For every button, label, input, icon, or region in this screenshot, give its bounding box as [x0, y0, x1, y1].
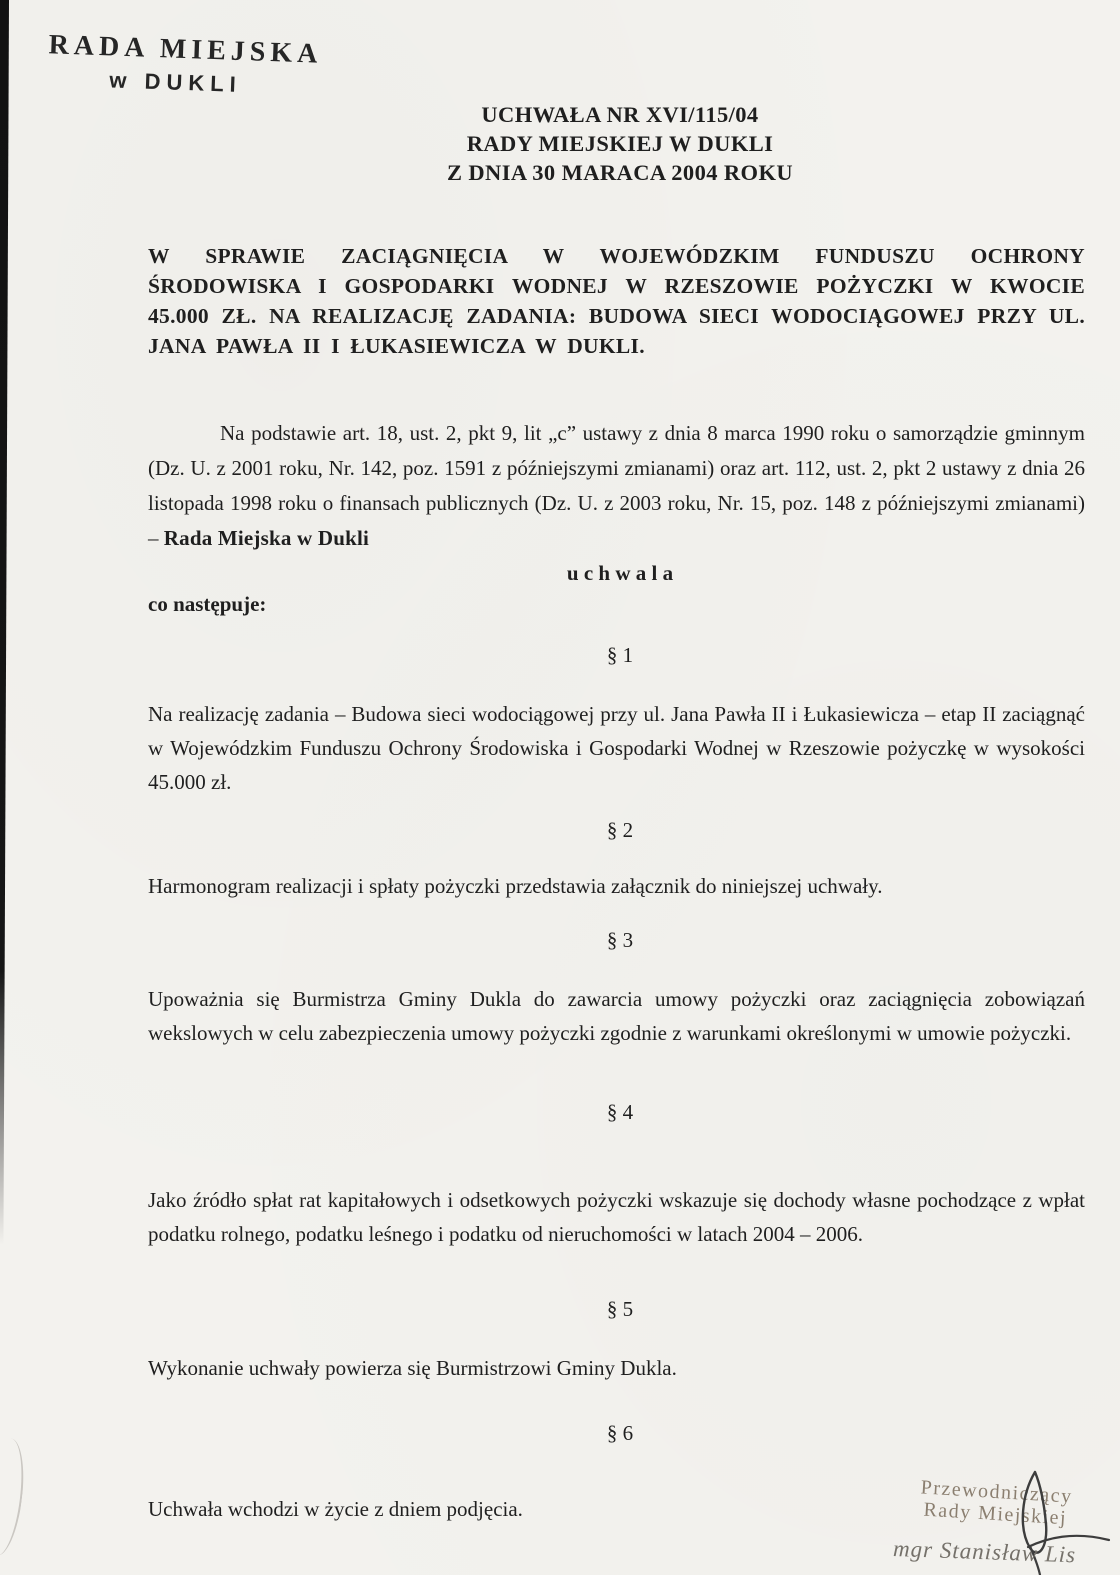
section-4-text: Jako źródło spłat rat kapitałowych i odsetkowych pożyczki wskazuje się dochody własne pochodzące z wpłat podatku rolnego, podatku leśnego i podatku od nieruchomości w latach 2004 – 2006. — [148, 1188, 1085, 1246]
chairman-role-line2: Rady Miejskiej — [922, 1498, 1068, 1530]
section-6-number: § 6 — [606, 1421, 634, 1445]
scan-edge-artifact — [0, 0, 9, 1245]
section-3-number: § 3 — [606, 928, 634, 952]
resolution-title — [160, 100, 1080, 187]
section-3-text: Upoważnia się Burmistrza Gminy Dukla do zawarcia umowy pożyczki oraz zaciągnięcia zobowiązań wekslowych w celu zabezpieczenia umowy pożyczki zgodnie z warunkami określonymi w umowie pożyczki. — [148, 987, 1085, 1045]
enacting-word: u c h w a l a — [566, 561, 674, 585]
chairman-name-stamp: mgr Stanisław Lis — [892, 1535, 1077, 1568]
section-6-text: Uchwała wchodzi w życie z dniem podjęcia. — [148, 1497, 523, 1521]
legal-basis-paragraph — [148, 416, 1085, 556]
legal-basis-text: Na podstawie art. 18, ust. 2, pkt 9, lit „c” ustawy z dnia 8 marca 1990 roku o samorządzie gminnym (Dz. U. z 2001 roku, Nr. 142, poz. 1591 z późniejszymi zmianami) oraz art. 112, ust. 2, pkt 2 ustawy z dnia 26 listopada 1998 roku o finansach publicznych (Dz. U. z 2003 roku, Nr. 15, poz. 148 z późniejszymi zmianami) – — [148, 421, 1085, 550]
section-5-text: Wykonanie uchwały powierza się Burmistrzowi Gminy Dukla. — [148, 1356, 677, 1380]
letterhead-org-name: RADA MIEJSKA — [48, 29, 323, 70]
section-2-number: § 2 — [606, 818, 634, 842]
section-2-text: Harmonogram realizacji i spłaty pożyczki przedstawia załącznik do niniejszej uchwały. — [148, 874, 883, 898]
resolution-subject: W SPRAWIE ZACIĄGNIĘCIA W WOJEWÓDZKIM FUNDUSZU OCHRONY ŚRODOWISKA I GOSPODARKI WODNEJ W RZESZOWIE POŻYCZKI W KWOCIE 45.000 ZŁ. NA REALIZACJĘ ZADANIA: BUDOWA SIECI WODOCIĄGOWEJ PRZY UL. JANA PAWŁA II I ŁUKASIEWICZA W DUKLI. — [148, 244, 1085, 358]
resolution-authority: RADY MIEJSKIEJ W DUKLI — [466, 131, 774, 156]
resolution-number: UCHWAŁA NR XVI/115/04 — [481, 102, 759, 127]
letterhead-org-location: w DUKLI — [108, 67, 243, 97]
section-4-number: § 4 — [606, 1100, 634, 1124]
scan-corner-artifact — [0, 1436, 29, 1558]
council-letterhead-stamp — [47, 29, 323, 101]
section-1-text: Na realizację zadania – Budowa sieci wodociągowej przy ul. Jana Pawła II i Łukasiewicza – etap II zaciągnąć w Wojewódzkim Funduszu Ochrony Środowiska i Gospodarki Wodnej w Rzeszowie pożyczkę w wysokości 45.000 zł. — [148, 702, 1085, 794]
resolution-date: Z DNIA 30 MARACA 2004 ROKU — [446, 160, 794, 185]
section-1-number: § 1 — [606, 643, 634, 667]
legal-basis-authority-bold: Rada Miejska w Dukli — [163, 526, 370, 550]
chairman-role-line1: Przewodniczący — [920, 1476, 1074, 1508]
section-5-number: § 5 — [606, 1297, 634, 1321]
enacting-phrase: co następuje: — [148, 592, 267, 616]
